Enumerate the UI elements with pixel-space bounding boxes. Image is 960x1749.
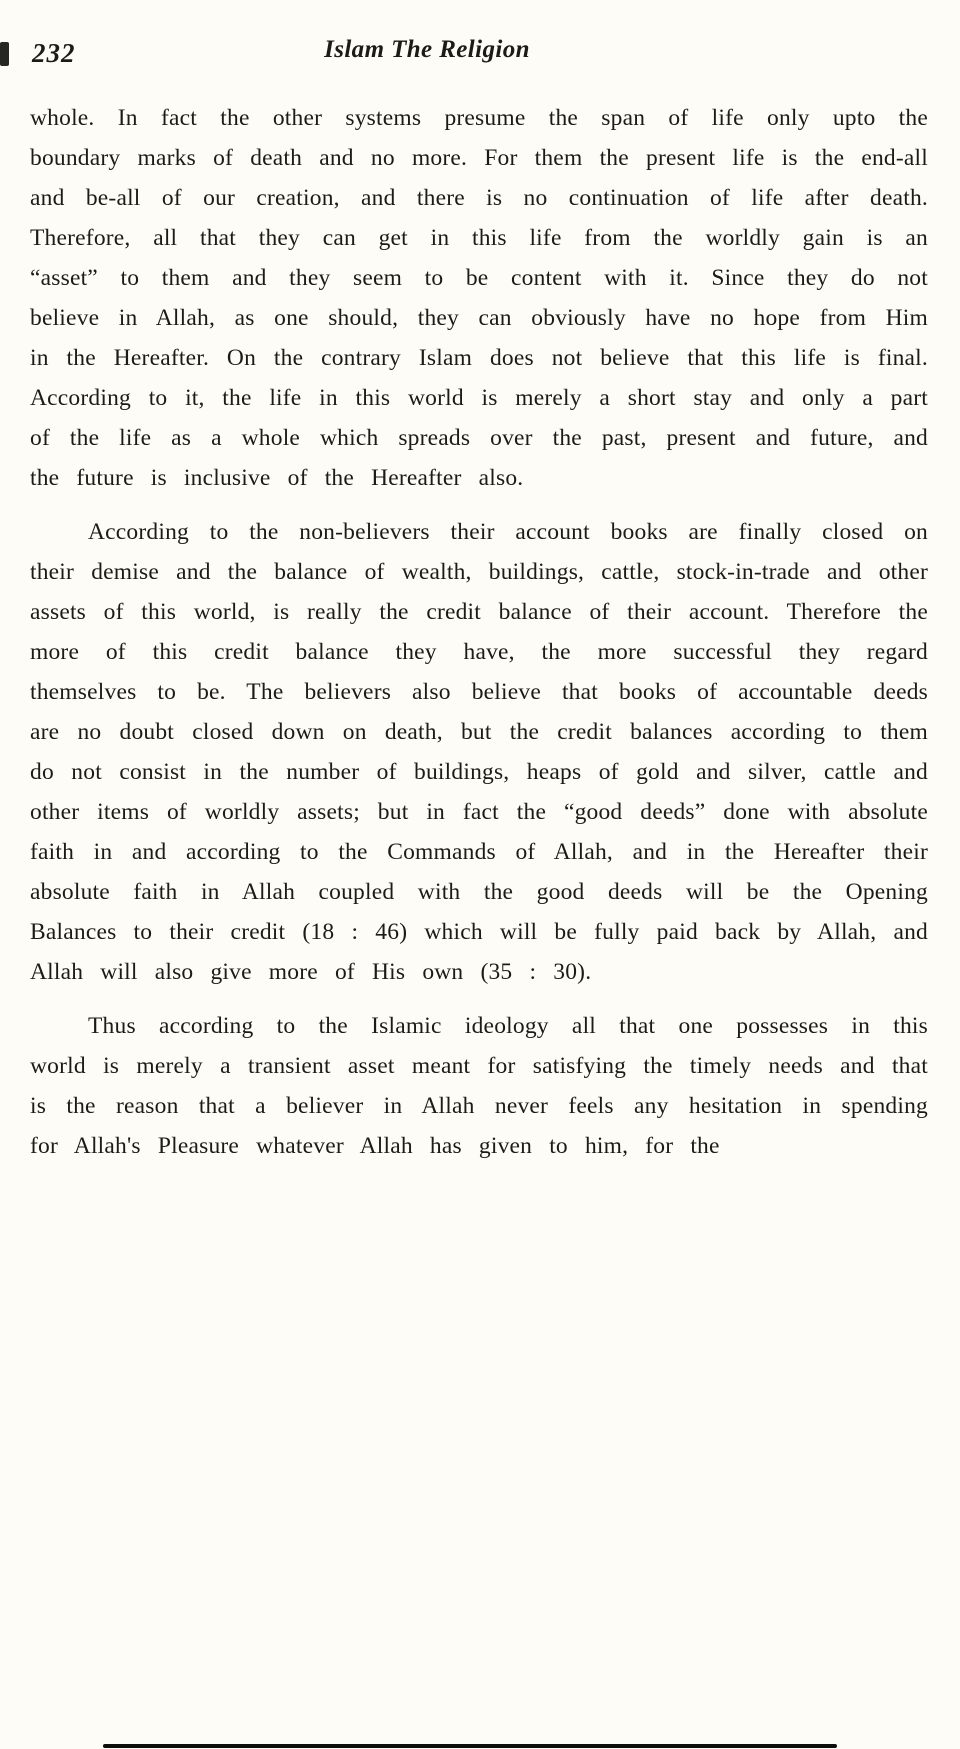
running-title: Islam The Religion xyxy=(324,36,530,63)
page-body xyxy=(30,98,928,1166)
paragraph-continuation: whole. In fact the other systems presume the span of life only upto the boundary marks of death and no more. For them the present life is the end-all and be-all of our creation, and there is no continuation of life after death. Therefore, all that they can get in this life from the worldly gain is an “asset” to them and they seem to be content with it. Since they do not believe in Allah, as one should, they can obviously have no hope from Him in the Hereafter. On the contrary Islam does not believe that this life is final. According to it, the life in this world is merely a short stay and only a part of the life as a whole which spreads over the past, present and future, and the future is inclusive of the Hereafter also. xyxy=(30,105,928,491)
scan-artifact-mark xyxy=(0,42,9,66)
page-header xyxy=(30,36,928,72)
scan-edge-line xyxy=(103,1744,837,1748)
paragraph-account-books: According to the non-believers their account books are finally closed on their demise and the balance of wealth, buildings, cattle, stock-in-trade and other assets of this world, is really the credit balance of their account. Therefore the more of this credit balance they have, the more successful they regard themselves to be. The believers also believe that books of accountable deeds are no doubt closed down on death, but the credit balances according to them do not consist in the number of buildings, heaps of gold and silver, cattle and other items of worldly assets; but in fact the “good deeds” done with absolute faith in and according to the Commands of Allah, and in the Hereafter their absolute faith in Allah coupled with the good deeds will be the Opening Balances to their credit (18 : 46) which will be fully paid back by Allah, and Allah will also give more of His own (35 : 30). xyxy=(30,519,928,985)
page-number: 232 xyxy=(32,38,76,68)
paragraph-islamic-ideology: Thus according to the Islamic ideology all that one possesses in this world is merely a transient asset meant for satisfying the timely needs and that is the reason that a believer in Allah never feels any hesitation in spending for Allah's Pleasure whatever Allah has given to him, for the xyxy=(30,1013,928,1159)
